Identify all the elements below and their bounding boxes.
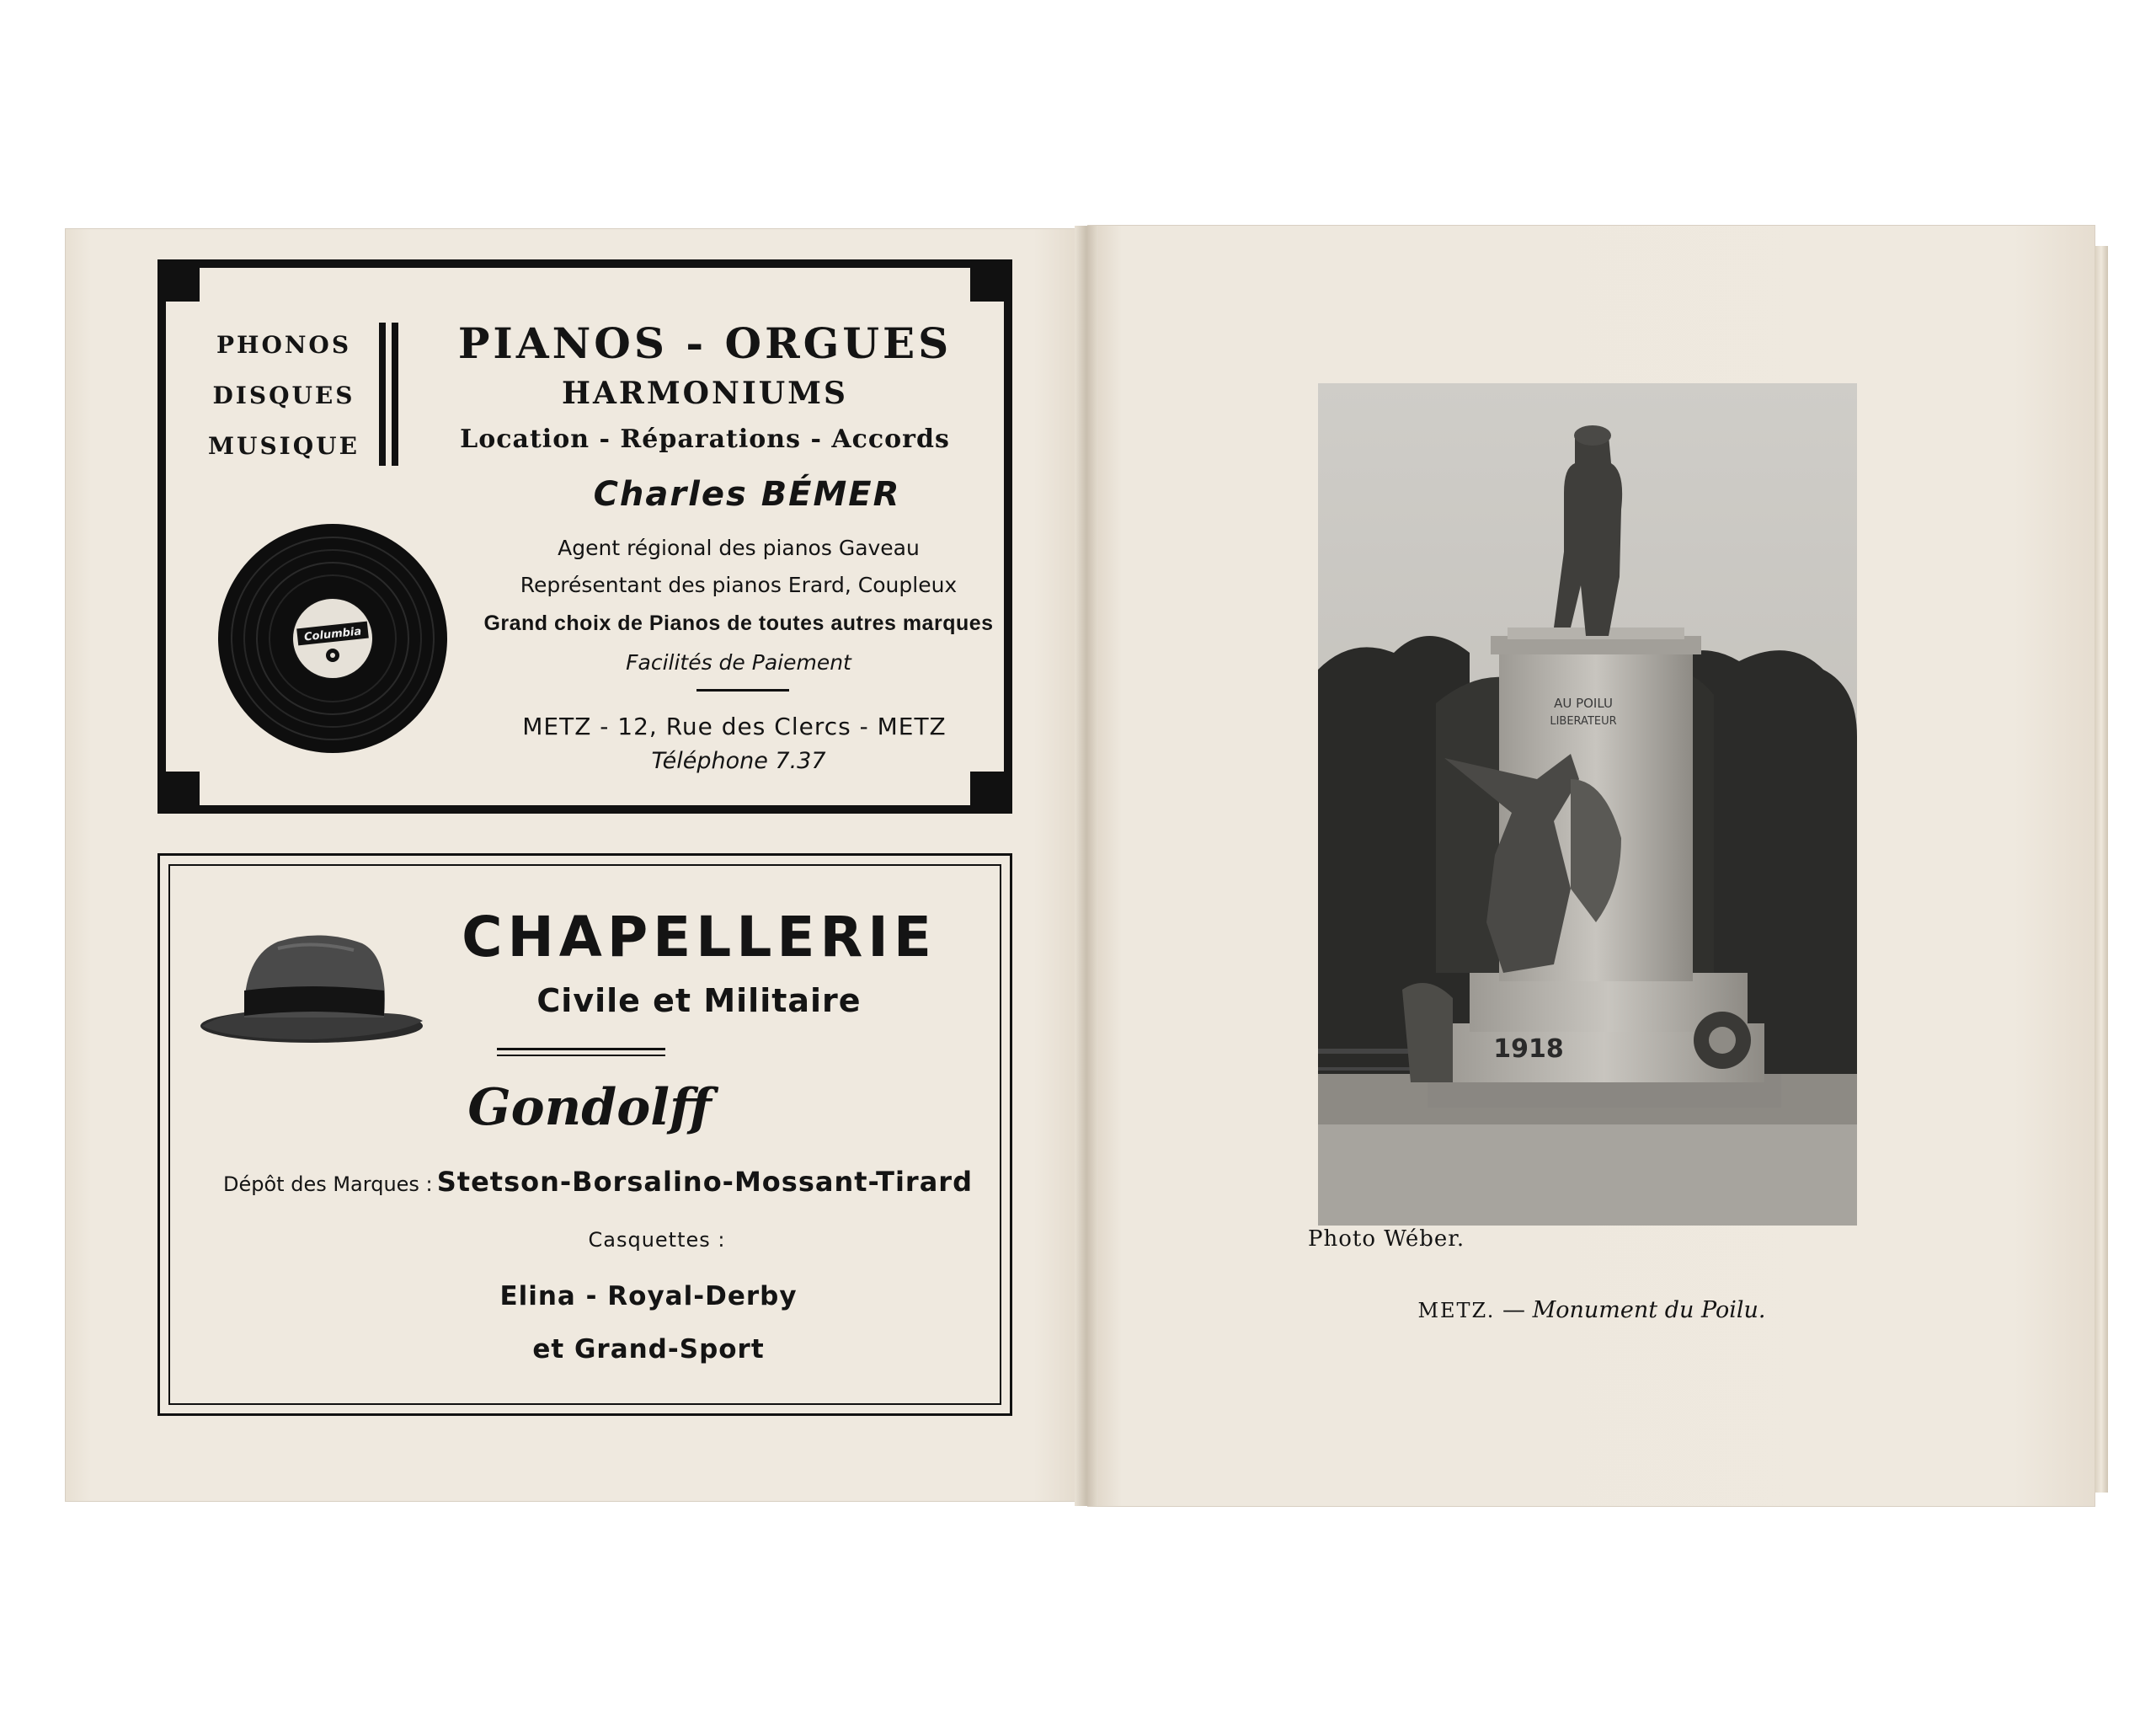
product-phonos: PHONOS	[216, 331, 352, 359]
ad-subheading: HARMONIUMS	[561, 376, 849, 411]
record-label: Columbia	[303, 625, 362, 644]
gramophone-record-icon	[215, 521, 451, 756]
corner-ornament	[157, 259, 200, 302]
divider-bar	[379, 323, 386, 466]
inscription: AU POILU	[1554, 696, 1613, 711]
ad-line: Agent régional des pianos Gaveau	[558, 536, 920, 560]
product-musique: MUSIQUE	[208, 432, 360, 460]
product-list	[208, 320, 360, 472]
photo-credit: Photo Wéber.	[1308, 1226, 1465, 1252]
caption-city: METZ.	[1417, 1299, 1496, 1322]
inscription: LIBERATEUR	[1550, 715, 1617, 728]
owner-name: Charles BÉMER	[593, 475, 901, 514]
caption-title: Monument du Poilu.	[1532, 1297, 1766, 1323]
ad-line: Grand choix de Pianos de toutes autres marques	[483, 611, 994, 635]
ad-line: Représentant des pianos Erard, Coupleux	[520, 573, 958, 597]
hat-shop-advertisement	[157, 853, 1012, 1416]
corner-ornament	[157, 772, 200, 814]
caps-label: Casquettes :	[588, 1228, 726, 1252]
corner-ornament	[970, 259, 1012, 302]
services-line: Location - Réparations - Accords	[460, 425, 950, 454]
depot-label: Dépôt des Marques :	[223, 1172, 433, 1196]
ad-line: Facilités de Paiement	[626, 650, 851, 675]
caps-brands: Elina - Royal-Derby	[499, 1281, 798, 1311]
address: METZ - 12, Rue des Clercs - METZ	[522, 713, 947, 740]
hat-icon	[194, 923, 430, 1049]
caption-separator: —	[1495, 1297, 1533, 1323]
monument-date: 1918	[1493, 1034, 1564, 1064]
separator-rule	[497, 1055, 665, 1056]
shop-subtitle: Civile et Militaire	[536, 982, 862, 1019]
monument-photo	[1318, 383, 1857, 1226]
brand-depot-line	[194, 1166, 1002, 1198]
page-edge	[2095, 246, 2108, 1493]
separator-rule	[696, 689, 789, 692]
owner-name: Gondolff	[467, 1078, 712, 1137]
ad-heading: PIANOS - ORGUES	[457, 318, 953, 368]
caps-brands: et Grand-Sport	[532, 1334, 765, 1365]
music-advertisement	[157, 259, 1012, 814]
phone-number: Téléphone 7.37	[651, 748, 826, 774]
photo-caption	[1348, 1297, 1836, 1323]
separator-rule	[497, 1048, 665, 1050]
divider-bar	[392, 323, 398, 466]
corner-ornament	[970, 772, 1012, 814]
depot-brands: Stetson-Borsalino-Mossant-Tirard	[436, 1166, 973, 1198]
shop-title: CHAPELLERIE	[462, 905, 937, 969]
product-disques: DISQUES	[212, 382, 355, 409]
book-gutter	[1075, 226, 1098, 1506]
